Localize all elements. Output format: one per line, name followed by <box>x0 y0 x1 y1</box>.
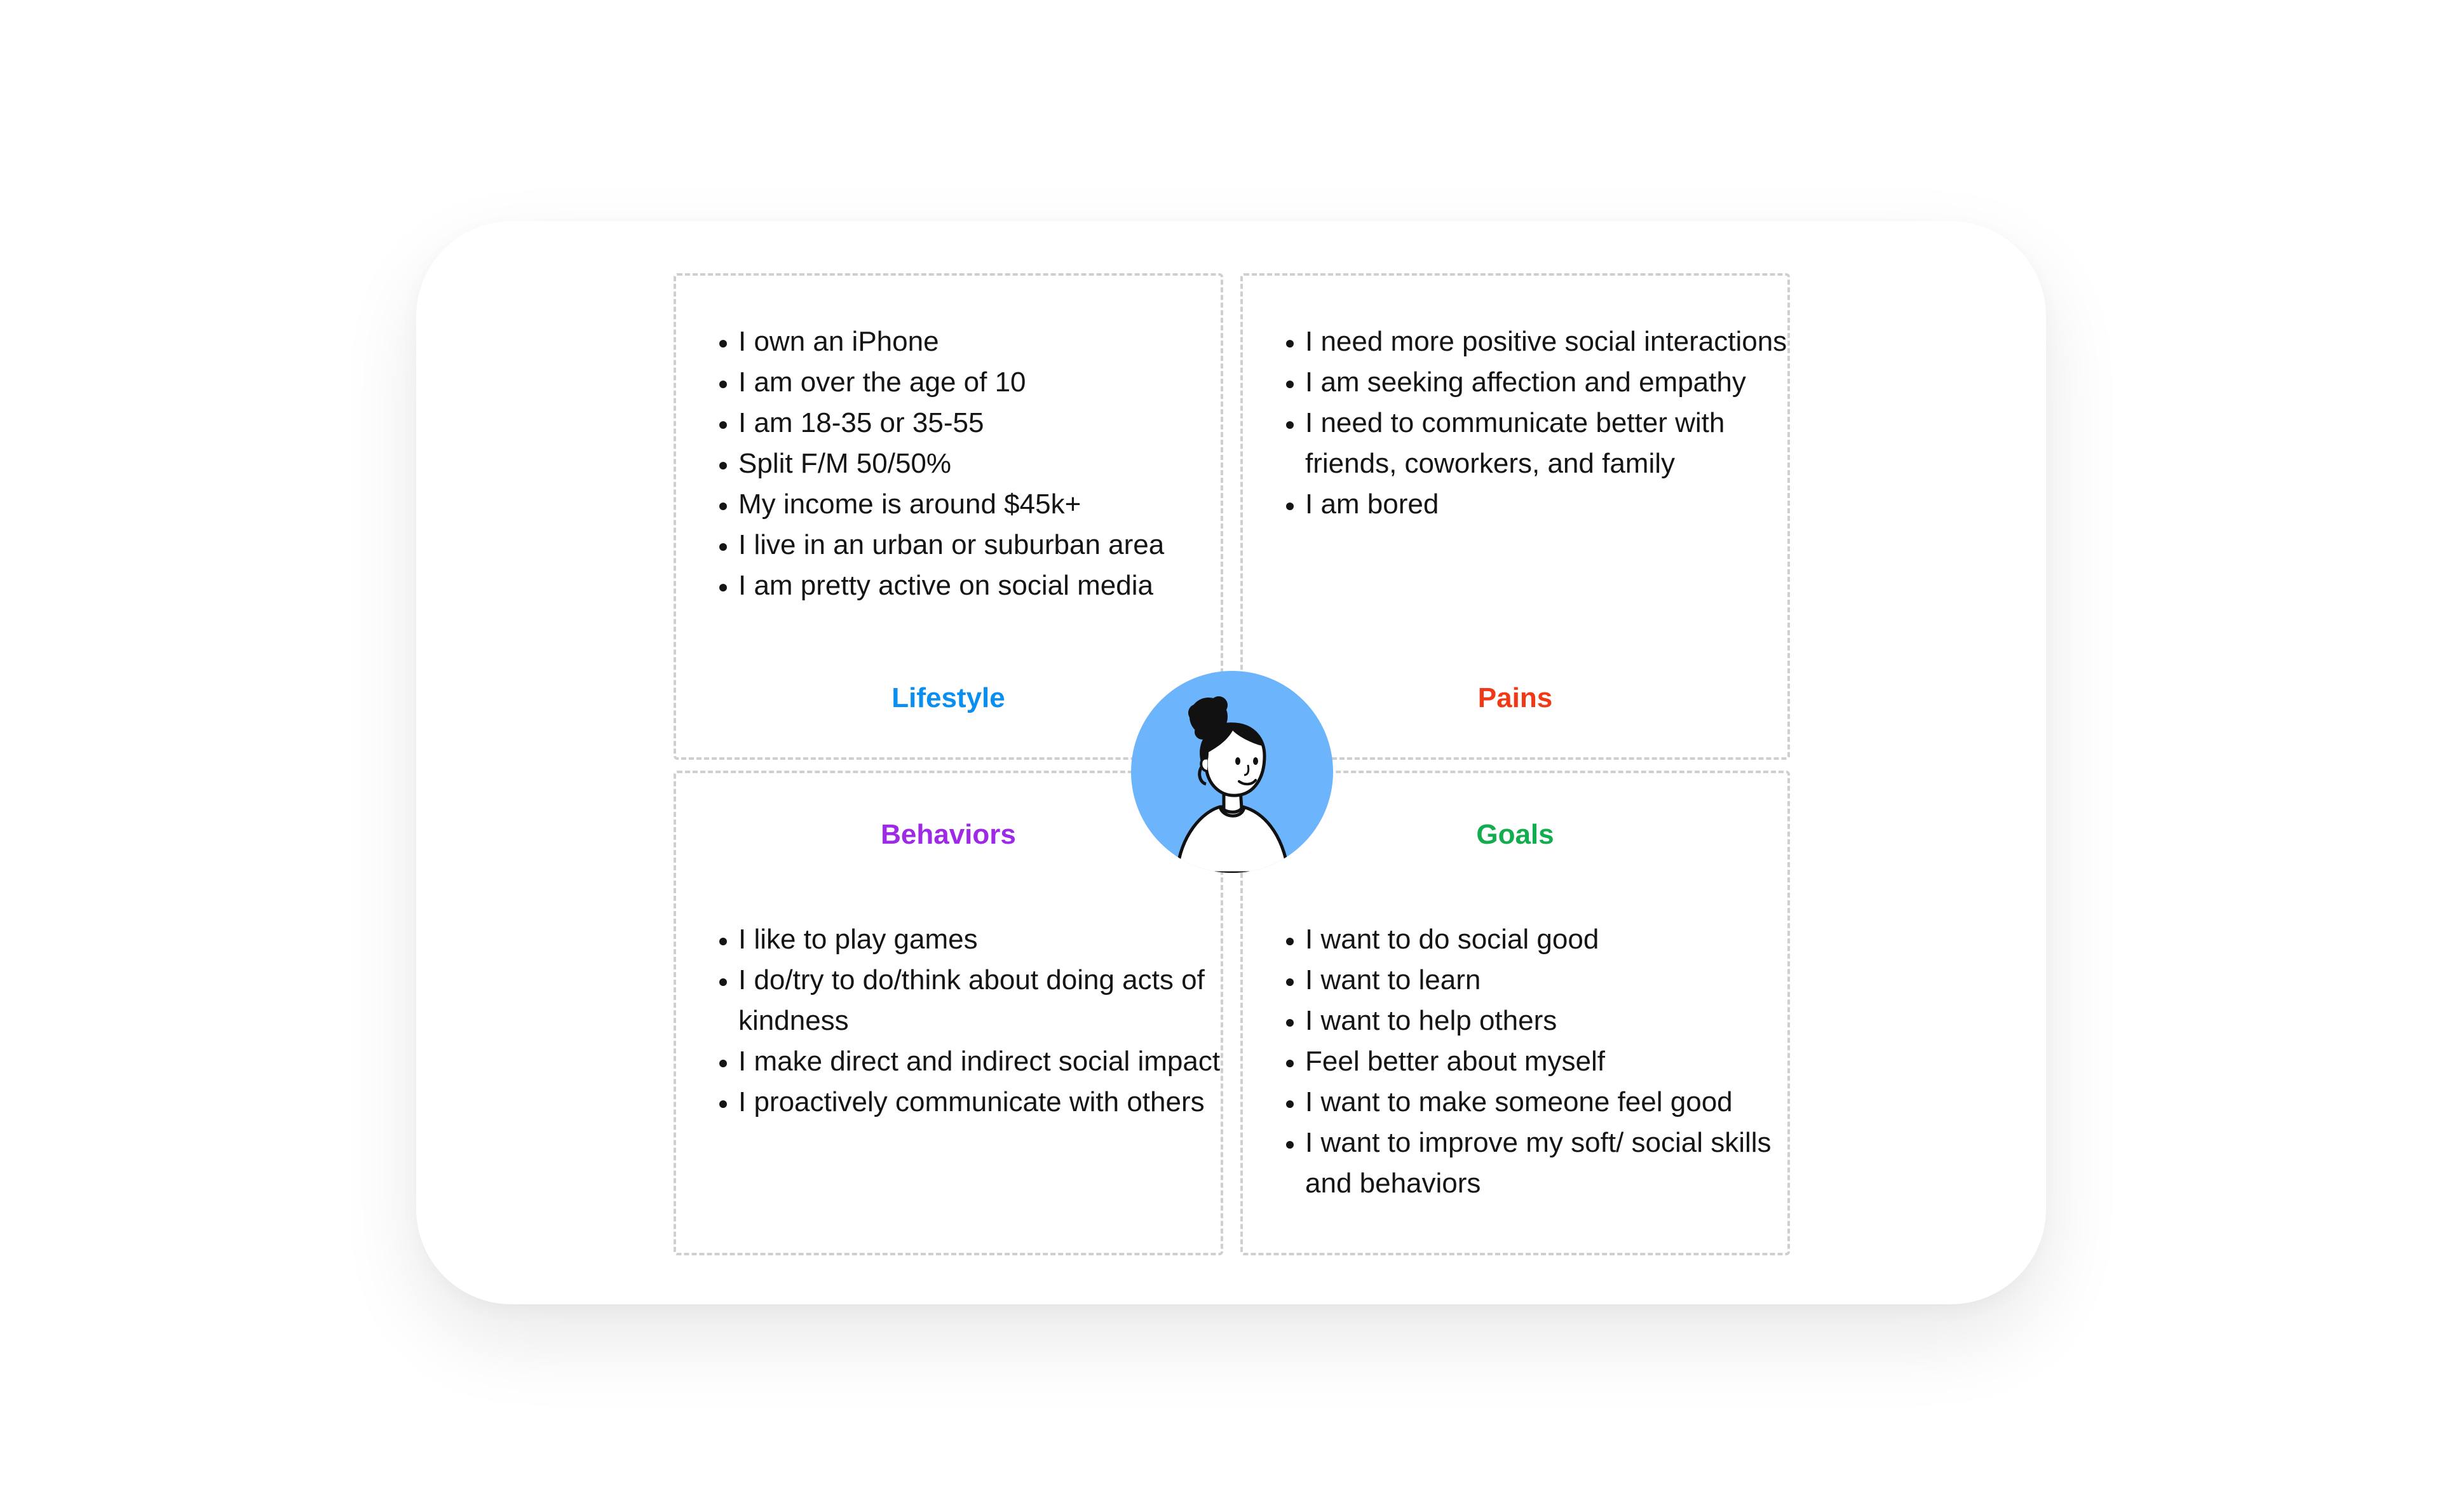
list-item: • Feel better about myself <box>1305 1041 1807 1082</box>
goals-list <box>1243 919 1807 1204</box>
list-item: • I want to help others <box>1305 1001 1807 1041</box>
behaviors-list <box>676 919 1240 1123</box>
list-item: • I like to play games <box>738 919 1240 960</box>
list-item: • I live in an urban or suburban area <box>738 525 1240 565</box>
list-item: • I am seeking affection and empathy <box>1305 362 1807 403</box>
lifestyle-list <box>676 321 1240 606</box>
behaviors-quadrant <box>674 771 1223 1255</box>
lifestyle-label: Lifestyle <box>891 682 1005 713</box>
list-item: • I am bored <box>1305 484 1807 525</box>
lifestyle-quadrant <box>674 273 1223 760</box>
list-item: • I need more positive social interactions <box>1305 321 1807 362</box>
list-item: • I want to improve my soft/ social skills and behaviors <box>1305 1123 1807 1204</box>
pains-quadrant <box>1240 273 1790 760</box>
list-item: • I am 18-35 or 35-55 <box>738 403 1240 443</box>
list-item: • I do/try to do/think about doing acts of kindness <box>738 960 1240 1041</box>
list-item: • I own an iPhone <box>738 321 1240 362</box>
list-item: • I proactively communicate with others <box>738 1082 1240 1123</box>
list-item: • Split F/M 50/50% <box>738 443 1240 484</box>
behaviors-label: Behaviors <box>881 819 1016 850</box>
pains-label: Pains <box>1477 682 1553 713</box>
woman-avatar-icon <box>1131 671 1333 873</box>
list-item: • I am over the age of 10 <box>738 362 1240 403</box>
list-item: • I am pretty active on social media <box>738 565 1240 606</box>
list-item: • I want to learn <box>1305 960 1807 1001</box>
pains-list <box>1243 321 1807 525</box>
list-item: • I want to make someone feel good <box>1305 1082 1807 1123</box>
list-item: • My income is around $45k+ <box>738 484 1240 525</box>
list-item: • I make direct and indirect social impact <box>738 1041 1240 1082</box>
list-item: • I need to communicate better with friends, coworkers, and family <box>1305 403 1807 484</box>
goals-quadrant <box>1240 771 1790 1255</box>
list-item: • I want to do social good <box>1305 919 1807 960</box>
goals-label: Goals <box>1476 819 1554 850</box>
